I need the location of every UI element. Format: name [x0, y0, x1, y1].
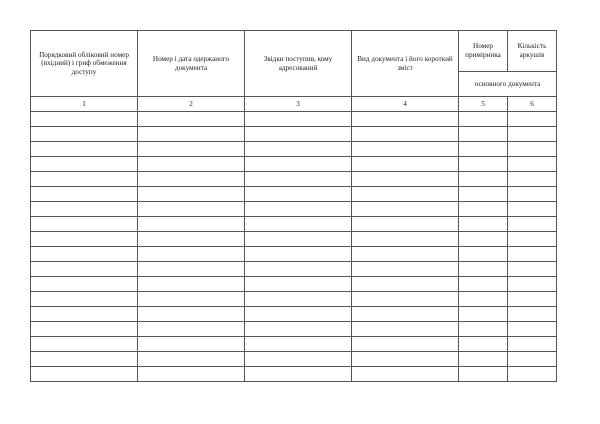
- table-cell[interactable]: [352, 112, 459, 127]
- table-row: [31, 367, 557, 382]
- header-row: [31, 31, 557, 72]
- table-cell[interactable]: [352, 142, 459, 157]
- table-cell[interactable]: [245, 307, 352, 322]
- table-cell[interactable]: [508, 112, 557, 127]
- table-cell[interactable]: [352, 127, 459, 142]
- table-cell[interactable]: [459, 217, 508, 232]
- table-cell[interactable]: [245, 202, 352, 217]
- table-cell[interactable]: [31, 112, 138, 127]
- table-cell[interactable]: [508, 232, 557, 247]
- table-cell[interactable]: [31, 217, 138, 232]
- table-row: [31, 172, 557, 187]
- table-cell[interactable]: [459, 277, 508, 292]
- table-cell[interactable]: [352, 217, 459, 232]
- table-cell[interactable]: [352, 292, 459, 307]
- table-cell[interactable]: [459, 352, 508, 367]
- table-cell[interactable]: [352, 187, 459, 202]
- table-row: [31, 247, 557, 262]
- table-cell[interactable]: [245, 322, 352, 337]
- table-cell[interactable]: [508, 142, 557, 157]
- table-cell[interactable]: [459, 367, 508, 382]
- table-cell[interactable]: [31, 337, 138, 352]
- table-cell[interactable]: [508, 217, 557, 232]
- column-number: 4: [352, 97, 459, 112]
- table-cell[interactable]: [508, 127, 557, 142]
- table-cell[interactable]: [352, 337, 459, 352]
- table-cell[interactable]: [138, 367, 245, 382]
- table-cell[interactable]: [245, 352, 352, 367]
- header-registration-number: Порядковий обліковий номер (вхідний) і гриф обмеження доступу: [31, 31, 138, 97]
- table-cell[interactable]: [31, 247, 138, 262]
- table-cell[interactable]: [459, 232, 508, 247]
- table-cell[interactable]: [138, 142, 245, 157]
- table-cell[interactable]: [508, 277, 557, 292]
- table-row: [31, 157, 557, 172]
- table-cell[interactable]: [138, 112, 245, 127]
- table-cell[interactable]: [31, 352, 138, 367]
- table-cell[interactable]: [245, 187, 352, 202]
- table-cell[interactable]: [245, 112, 352, 127]
- table-cell[interactable]: [459, 307, 508, 322]
- table-cell[interactable]: [352, 172, 459, 187]
- table-row: [31, 127, 557, 142]
- table-row: [31, 232, 557, 247]
- table-cell[interactable]: [352, 352, 459, 367]
- table-cell[interactable]: [31, 187, 138, 202]
- table-cell[interactable]: [138, 127, 245, 142]
- table-cell[interactable]: [459, 202, 508, 217]
- table-cell[interactable]: [245, 262, 352, 277]
- table-cell[interactable]: [459, 112, 508, 127]
- table-cell[interactable]: [245, 217, 352, 232]
- table-cell[interactable]: [459, 127, 508, 142]
- document-register-table: [30, 30, 557, 382]
- table-row: [31, 307, 557, 322]
- table-cell[interactable]: [31, 127, 138, 142]
- table-cell[interactable]: [138, 277, 245, 292]
- table-cell[interactable]: [138, 262, 245, 277]
- table-cell[interactable]: [352, 307, 459, 322]
- table-cell[interactable]: [31, 277, 138, 292]
- table-cell[interactable]: [138, 307, 245, 322]
- table-cell[interactable]: [508, 367, 557, 382]
- table-cell[interactable]: [459, 142, 508, 157]
- table-cell[interactable]: [245, 337, 352, 352]
- header-copy-number: Номер примірника: [459, 31, 508, 72]
- table-cell[interactable]: [459, 322, 508, 337]
- table-cell[interactable]: [138, 202, 245, 217]
- table-cell[interactable]: [245, 232, 352, 247]
- column-number: 6: [508, 97, 557, 112]
- table-row: [31, 142, 557, 157]
- table-cell[interactable]: [508, 322, 557, 337]
- table-cell[interactable]: [31, 157, 138, 172]
- header-main-document-group: основного документа: [459, 72, 557, 97]
- table-cell[interactable]: [508, 292, 557, 307]
- table-cell[interactable]: [508, 247, 557, 262]
- table-cell[interactable]: [508, 172, 557, 187]
- table-row: [31, 337, 557, 352]
- header-sheet-count: Кількість аркушів: [508, 31, 557, 72]
- table-cell[interactable]: [508, 337, 557, 352]
- table-cell[interactable]: [31, 367, 138, 382]
- table-cell[interactable]: [245, 367, 352, 382]
- table-cell[interactable]: [459, 157, 508, 172]
- column-number: 5: [459, 97, 508, 112]
- table-row: [31, 352, 557, 367]
- table-row: [31, 262, 557, 277]
- table-cell[interactable]: [245, 157, 352, 172]
- table-cell[interactable]: [138, 337, 245, 352]
- table-cell[interactable]: [459, 337, 508, 352]
- header-source-addressee: Звідки поступив, кому адресований: [245, 31, 352, 97]
- table-row: [31, 277, 557, 292]
- table-cell[interactable]: [31, 172, 138, 187]
- table-row: [31, 292, 557, 307]
- table-cell[interactable]: [138, 247, 245, 262]
- table-cell[interactable]: [459, 187, 508, 202]
- table-cell[interactable]: [352, 277, 459, 292]
- table-cell[interactable]: [245, 142, 352, 157]
- table-cell[interactable]: [459, 247, 508, 262]
- table-cell[interactable]: [138, 292, 245, 307]
- table-cell[interactable]: [138, 187, 245, 202]
- table-row: [31, 187, 557, 202]
- table-cell[interactable]: [31, 262, 138, 277]
- table-cell[interactable]: [138, 172, 245, 187]
- table-cell[interactable]: [138, 217, 245, 232]
- table-row: [31, 112, 557, 127]
- table-cell[interactable]: [508, 307, 557, 322]
- table-cell[interactable]: [459, 172, 508, 187]
- table-cell[interactable]: [352, 322, 459, 337]
- table-row: [31, 202, 557, 217]
- table-cell[interactable]: [245, 277, 352, 292]
- table-cell[interactable]: [31, 292, 138, 307]
- table-cell[interactable]: [245, 127, 352, 142]
- table-cell[interactable]: [138, 232, 245, 247]
- table-cell[interactable]: [31, 307, 138, 322]
- table-cell[interactable]: [138, 157, 245, 172]
- table-cell[interactable]: [138, 322, 245, 337]
- table-cell[interactable]: [459, 262, 508, 277]
- table-row: [31, 217, 557, 232]
- table-cell[interactable]: [508, 262, 557, 277]
- table-cell[interactable]: [245, 247, 352, 262]
- header-document-type-summary: Вид документа і його короткий зміст: [352, 31, 459, 97]
- table-cell[interactable]: [352, 247, 459, 262]
- column-number-row: [31, 97, 557, 112]
- table-cell[interactable]: [459, 292, 508, 307]
- table-cell[interactable]: [352, 367, 459, 382]
- table-cell[interactable]: [31, 142, 138, 157]
- table-cell[interactable]: [352, 232, 459, 247]
- table-cell[interactable]: [352, 202, 459, 217]
- header-document-number-date: Номер і дата одержаного документа: [138, 31, 245, 97]
- table-cell[interactable]: [245, 172, 352, 187]
- table-cell[interactable]: [138, 352, 245, 367]
- table-cell[interactable]: [508, 187, 557, 202]
- table-cell[interactable]: [352, 262, 459, 277]
- table-cell[interactable]: [508, 157, 557, 172]
- table-cell[interactable]: [31, 202, 138, 217]
- table-cell[interactable]: [508, 352, 557, 367]
- column-number: 3: [245, 97, 352, 112]
- column-number: 2: [138, 97, 245, 112]
- table-cell[interactable]: [31, 322, 138, 337]
- table-cell[interactable]: [245, 292, 352, 307]
- table-cell[interactable]: [508, 202, 557, 217]
- table-cell[interactable]: [352, 157, 459, 172]
- table-cell[interactable]: [31, 232, 138, 247]
- table-row: [31, 322, 557, 337]
- column-number: 1: [31, 97, 138, 112]
